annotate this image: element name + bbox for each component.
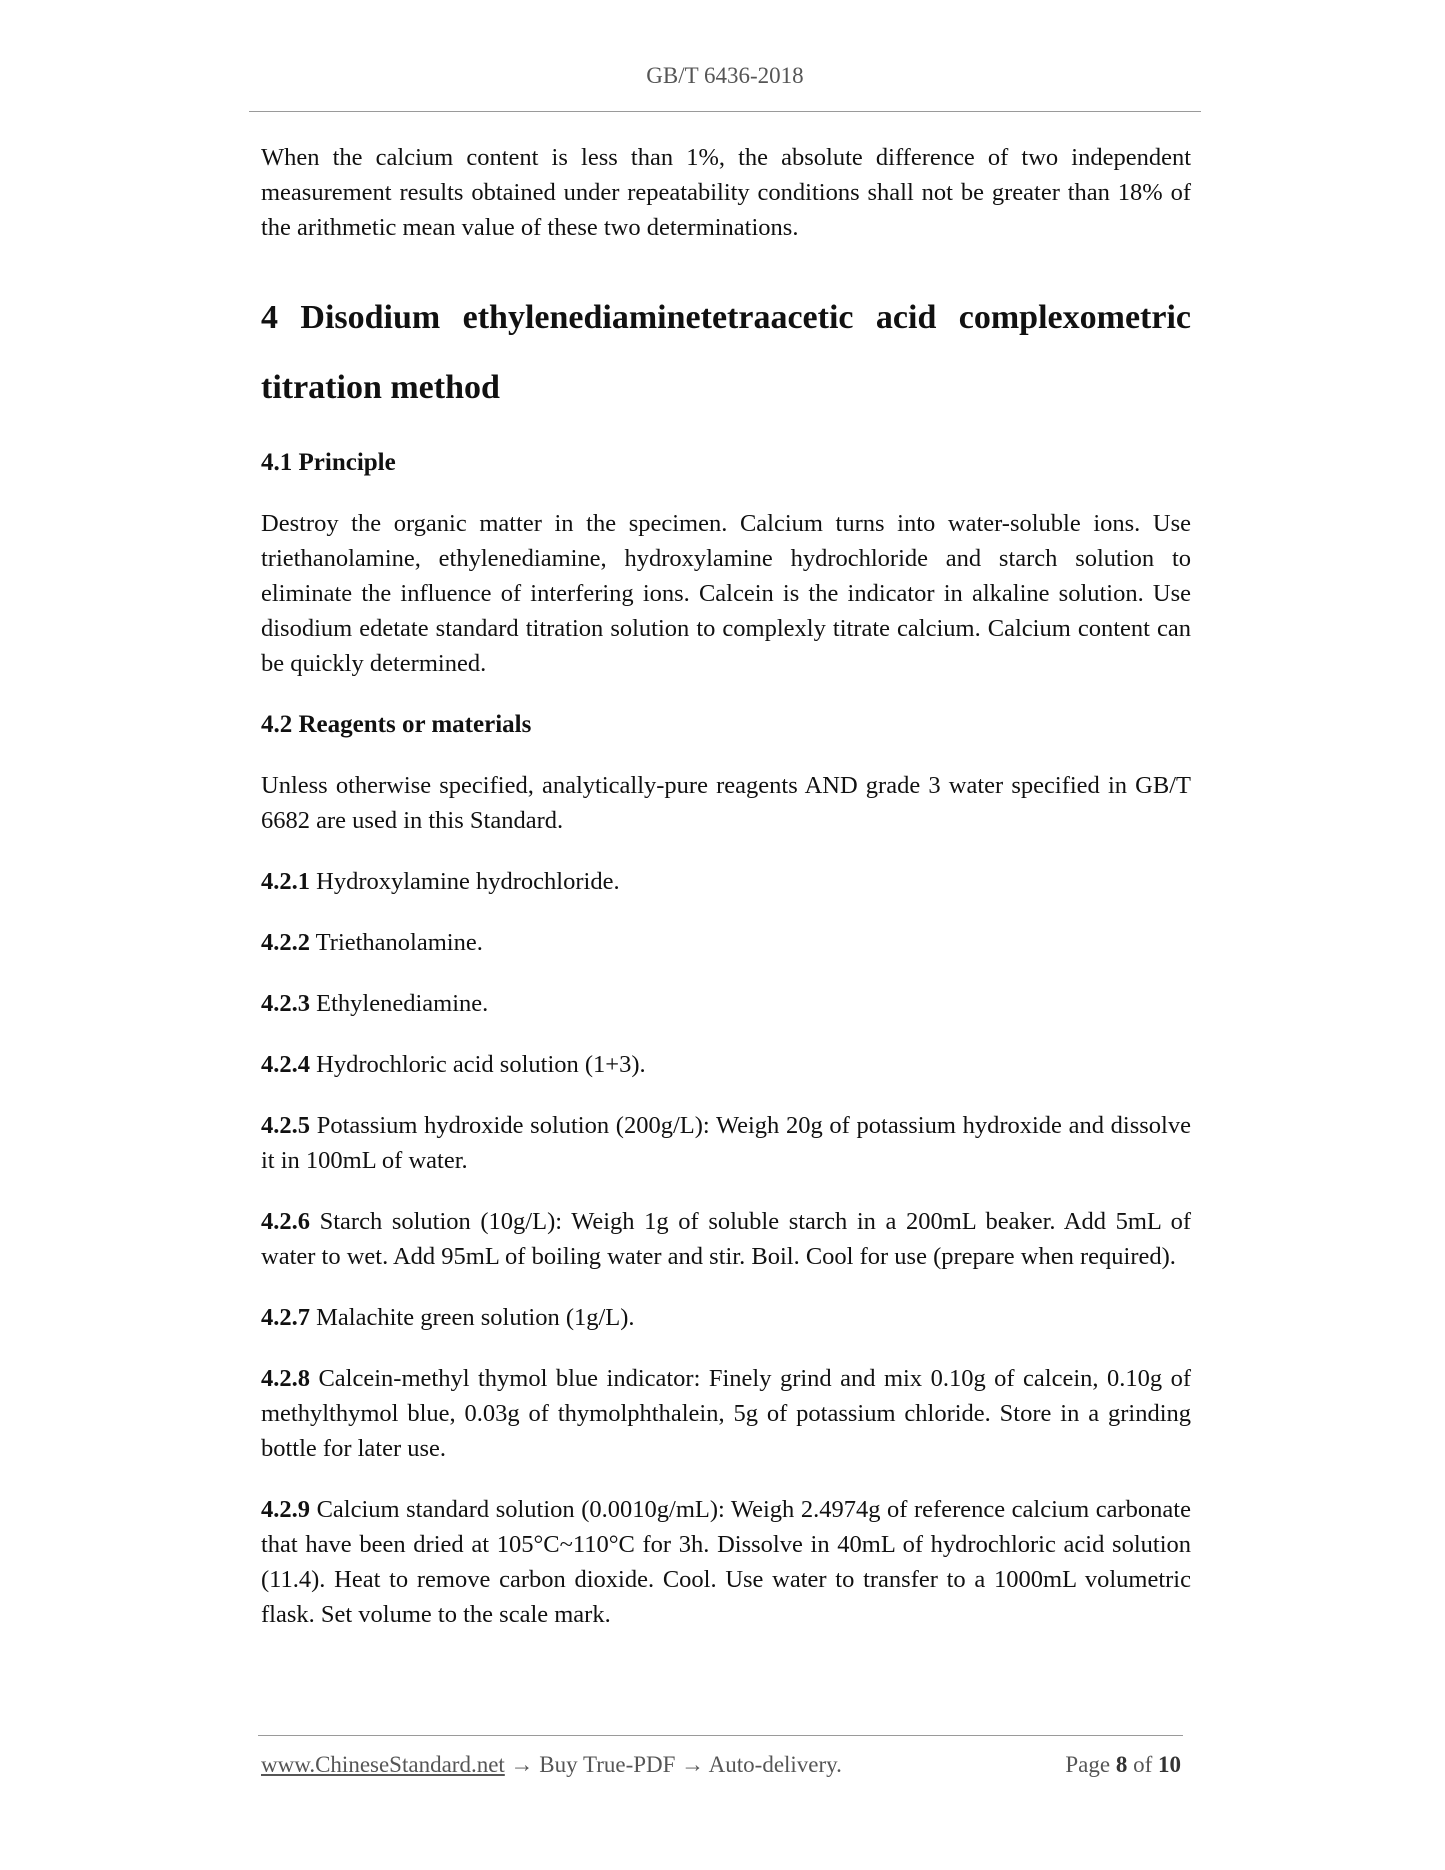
item-number: 4.2.8: [261, 1365, 310, 1392]
item-4-2-7: [261, 1300, 1191, 1335]
item-text: Malachite green solution (1g/L).: [310, 1304, 635, 1331]
page-total: 10: [1158, 1752, 1181, 1777]
section-4-2-heading: 4.2 Reagents or materials: [261, 711, 532, 738]
item-4-2-8: [261, 1361, 1191, 1466]
footer-tagline: → Buy True-PDF → Auto-delivery.: [504, 1752, 842, 1777]
footer-divider: [258, 1735, 1183, 1736]
page-body: [261, 140, 1191, 1632]
item-number: 4.2.2: [261, 929, 310, 956]
item-4-2-1: [261, 864, 1191, 899]
item-number: 4.2.4: [261, 1051, 310, 1078]
item-text: Potassium hydroxide solution (200g/L): Weigh 20g of potassium hydroxide and dissolve it in 100mL of water.: [261, 1112, 1191, 1174]
header-divider: [249, 111, 1201, 112]
page-word: Page: [1065, 1752, 1116, 1777]
item-4-2-6: [261, 1204, 1191, 1274]
item-number: 4.2.1: [261, 868, 310, 895]
item-4-2-3: [261, 986, 1191, 1021]
website-link[interactable]: www.ChineseStandard.net: [261, 1752, 505, 1777]
section-4-title: 4 Disodium ethylenediaminetetraacetic acid complexometric titration method: [261, 299, 1191, 406]
item-text: Triethanolamine.: [310, 929, 483, 956]
item-number: 4.2.9: [261, 1496, 310, 1523]
item-4-2-9: [261, 1492, 1191, 1632]
section-4-1-text: Destroy the organic matter in the specimen. Calcium turns into water-soluble ions. Use triethanolamine, ethylenediamine, hydroxylamine hydrochloride and starch solution to eliminate the influence of interfering ions. Calcein is the indicator in alkaline solution. Use disodium edetate standard titration solution to complexly titrate calcium. Calcium content can be quickly determined.: [261, 510, 1191, 677]
page-indicator: [1065, 1752, 1181, 1778]
page-footer: [261, 1752, 1181, 1778]
item-number: 4.2.7: [261, 1304, 310, 1331]
item-text: Starch solution (10g/L): Weigh 1g of soluble starch in a 200mL beaker. Add 5mL of water to wet. Add 95mL of boiling water and stir. Boil. Cool for use (prepare when required).: [261, 1208, 1191, 1270]
item-4-2-4: [261, 1047, 1191, 1082]
of-word: of: [1127, 1752, 1158, 1777]
intro-paragraph: When the calcium content is less than 1%, the absolute difference of two independent measurement results obtained under repeatability conditions shall not be greater than 18% of the arithmetic mean value of these two determinations.: [261, 144, 1191, 241]
item-text: Hydroxylamine hydrochloride.: [310, 868, 620, 895]
document-header: GB/T 6436-2018: [646, 63, 804, 88]
item-text: Hydrochloric acid solution (1+3).: [310, 1051, 646, 1078]
item-text: Calcium standard solution (0.0010g/mL): Weigh 2.4974g of reference calcium carbonate that have been dried at 105°C~110°C for 3h. Dissolve in 40mL of hydrochloric acid solution (11.4). Heat to remove carbon dioxide. Cool. Use water to transfer to a 1000mL volumetric flask. Set volume to the scale mark.: [261, 1496, 1191, 1628]
item-text: Calcein-methyl thymol blue indicator: Finely grind and mix 0.10g of calcein, 0.10g of methylthymol blue, 0.03g of thymolphthalein, 5g of potassium chloride. Store in a grinding bottle for later use.: [261, 1365, 1191, 1462]
page-number: 8: [1115, 1752, 1128, 1777]
item-4-2-2: [261, 925, 1191, 960]
item-4-2-5: [261, 1108, 1191, 1178]
item-text: Ethylenediamine.: [310, 990, 489, 1017]
section-4-2-text: Unless otherwise specified, analytically-pure reagents AND grade 3 water specified in GB/T 6682 are used in this Standard.: [261, 772, 1191, 834]
item-number: 4.2.3: [261, 990, 310, 1017]
section-4-1-heading: 4.1 Principle: [261, 449, 396, 476]
item-number: 4.2.5: [261, 1112, 310, 1139]
item-number: 4.2.6: [261, 1208, 310, 1235]
